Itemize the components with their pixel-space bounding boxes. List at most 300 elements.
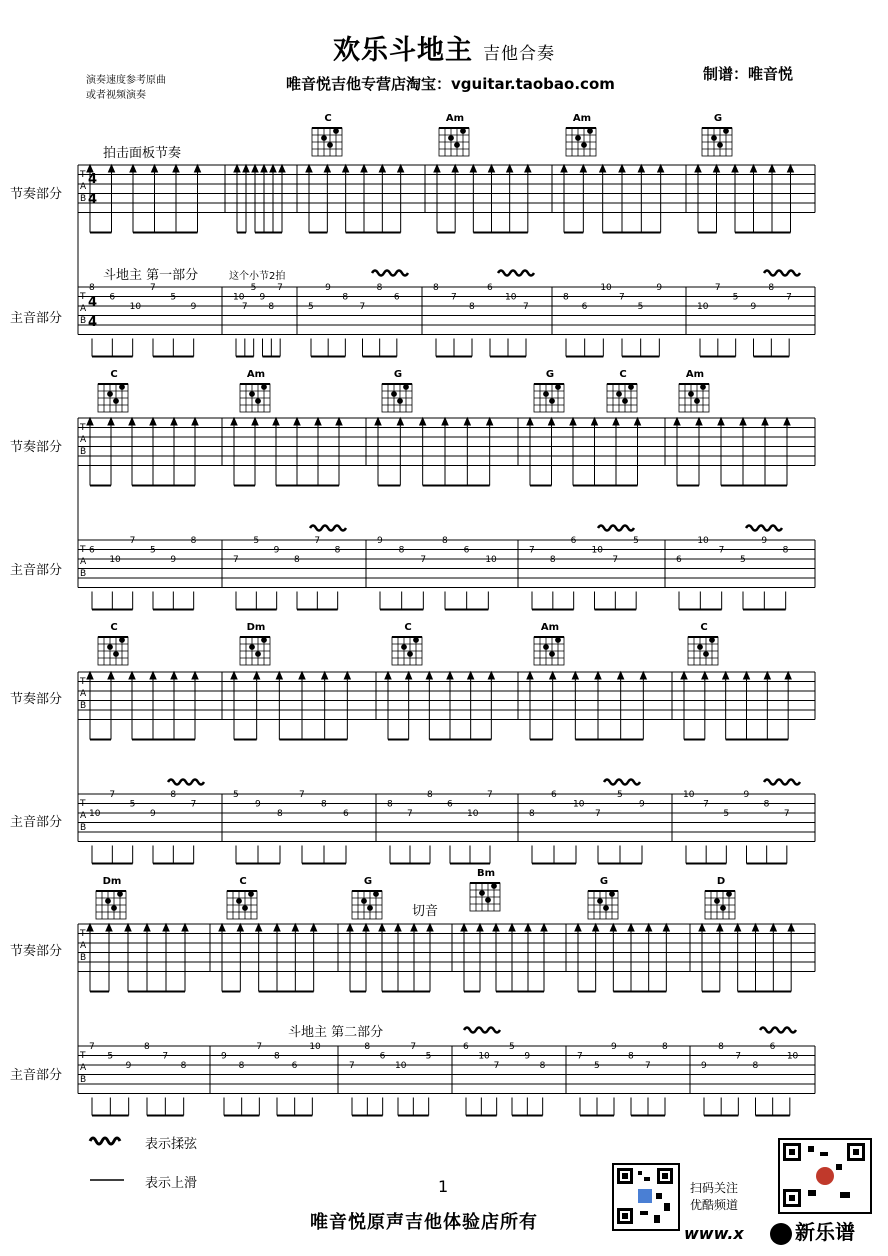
strum-arrow-icon — [488, 672, 494, 679]
fret-number: 10 — [485, 555, 497, 565]
fret-number: 5 — [740, 555, 746, 565]
strum-arrow-icon — [231, 672, 237, 679]
strum-arrow-icon — [397, 418, 403, 425]
chord-diagram — [607, 384, 637, 412]
vibrato-icon — [764, 271, 800, 276]
strum-arrow-icon — [344, 672, 350, 679]
fret-number: 8 — [294, 555, 300, 565]
fret-number: 7 — [89, 1042, 95, 1052]
finger-dot — [610, 892, 615, 897]
fret-number: 10 — [786, 1051, 799, 1062]
fret-number: 6 — [343, 809, 349, 819]
strum-arrow-icon — [613, 418, 619, 425]
fret-number: 7 — [529, 545, 535, 556]
strum-arrow-icon — [646, 924, 652, 931]
strum-arrow-icon — [173, 165, 179, 172]
strum-arrow-icon — [493, 924, 499, 931]
brand-logo — [770, 1216, 855, 1245]
strum-arrow-icon — [322, 672, 328, 679]
finger-dot — [112, 906, 117, 911]
strum-arrow-icon — [663, 924, 669, 931]
vibrato-icon — [372, 271, 408, 276]
strum-arrow-icon — [592, 418, 598, 425]
lead-label: 主音部分 — [10, 311, 63, 326]
strum-arrow-icon — [452, 165, 458, 172]
finger-dot — [334, 129, 339, 134]
chord-name: Am — [540, 622, 560, 633]
fret-number: 7 — [786, 292, 792, 303]
strum-arrow-icon — [717, 924, 723, 931]
vibrato-icon — [760, 1028, 796, 1033]
vibrato-symbol-icon — [88, 1133, 128, 1149]
fret-number: 7 — [277, 283, 283, 293]
strum-arrow-icon — [130, 165, 136, 172]
fret-number: 8 — [190, 536, 197, 546]
part-two-label: 斗地主 第二部分 — [288, 1025, 384, 1040]
fret-number: 10 — [505, 292, 517, 303]
strum-arrow-icon — [427, 924, 433, 931]
chord-name: D — [716, 876, 726, 887]
fret-number: 6 — [487, 283, 493, 293]
strum-arrow-icon — [398, 165, 404, 172]
fret-number: 5 — [637, 302, 644, 312]
finger-dot — [598, 899, 603, 904]
fret-number: 7 — [735, 1051, 742, 1062]
tempo-note-line2: 或者视频演奏 — [86, 90, 146, 101]
strum-arrow-icon — [129, 672, 135, 679]
strum-arrow-icon — [561, 165, 567, 172]
chord-diagram — [702, 128, 732, 156]
strum-arrow-icon — [447, 672, 453, 679]
finger-dot — [106, 899, 111, 904]
strum-arrow-icon — [550, 672, 556, 679]
finger-dot — [243, 906, 248, 911]
vibrato-icon — [464, 1028, 500, 1033]
strum-arrow-icon — [718, 418, 724, 425]
finger-dot — [408, 652, 413, 657]
chord-diagram — [679, 384, 709, 412]
brand-name: 新乐谱 — [795, 1220, 855, 1244]
finger-dot — [576, 136, 581, 141]
strum-arrow-icon — [234, 165, 240, 172]
finger-dot — [550, 652, 555, 657]
fret-number: 5 — [723, 809, 730, 819]
chord-name: C — [239, 876, 247, 887]
scan-line1: 扫码关注 — [690, 1181, 739, 1195]
fret-number: 7 — [129, 536, 136, 546]
fret-number: 10 — [697, 302, 709, 312]
finger-dot — [237, 899, 242, 904]
fret-number: 6 — [393, 292, 400, 303]
fret-number: 8 — [539, 1061, 546, 1071]
fret-number: 5 — [253, 536, 260, 546]
finger-dot — [727, 892, 732, 897]
chord-name: C — [619, 369, 627, 380]
fret-number: 10 — [683, 790, 695, 800]
scan-text — [690, 1180, 738, 1214]
finger-dot — [392, 392, 397, 397]
strum-arrow-icon — [751, 165, 757, 172]
fret-number: 5 — [170, 292, 177, 303]
strum-arrow-icon — [150, 418, 156, 425]
finger-dot — [362, 899, 367, 904]
strum-arrow-icon — [785, 672, 791, 679]
fret-number: 6 — [676, 555, 682, 565]
fret-number: 8 — [277, 809, 283, 819]
strum-arrow-icon — [306, 165, 312, 172]
strum-arrow-icon — [434, 165, 440, 172]
fret-number: 5 — [425, 1051, 432, 1062]
fret-number: 6 — [447, 799, 453, 810]
fret-number: 5 — [233, 790, 239, 800]
finger-dot — [120, 638, 125, 643]
fret-number: 8 — [469, 302, 475, 312]
strum-arrow-icon — [109, 165, 115, 172]
fret-number: 6 — [581, 302, 588, 312]
finger-dot — [480, 891, 485, 896]
fret-number: 8 — [268, 302, 275, 312]
strum-arrow-icon — [411, 924, 417, 931]
fret-number: 5 — [129, 799, 136, 810]
finger-dot — [544, 392, 549, 397]
fret-number: 9 — [750, 302, 757, 312]
strum-arrow-icon — [696, 418, 702, 425]
finger-dot — [582, 143, 587, 148]
fret-number: 8 — [427, 790, 433, 800]
finger-dot — [712, 136, 717, 141]
title-text: 欢乐斗地主 — [333, 35, 473, 66]
chord-diagram — [534, 637, 564, 665]
fret-number: 10 — [309, 1042, 321, 1052]
fret-number: 8 — [628, 1051, 634, 1062]
finger-dot — [724, 129, 729, 134]
chord-diagram — [705, 891, 735, 919]
misc-marks — [92, 271, 800, 1116]
strum-arrow-icon — [477, 924, 483, 931]
strum-arrow-icon — [243, 165, 249, 172]
strum-arrow-icon — [753, 924, 759, 931]
tab-clef: T — [80, 1051, 86, 1061]
fret-number: 6 — [379, 1051, 386, 1062]
strum-arrow-icon — [336, 418, 342, 425]
tab-clef: A — [80, 811, 87, 821]
tab-clef: T — [80, 292, 86, 302]
tab-clef: B — [80, 447, 87, 457]
finger-dot — [689, 392, 694, 397]
strum-arrow-icon — [580, 165, 586, 172]
tab-clef: A — [80, 182, 87, 192]
fret-number: 7 — [451, 292, 457, 303]
strum-arrow-icon — [541, 924, 547, 931]
finger-dot — [114, 652, 119, 657]
strum-arrow-icon — [740, 418, 746, 425]
strum-arrow-icon — [237, 924, 243, 931]
fret-number: 8 — [433, 283, 439, 293]
fret-number: 8 — [763, 799, 770, 810]
strum-arrow-icon — [270, 165, 276, 172]
strum-arrow-icon — [395, 924, 401, 931]
strum-arrow-icon — [788, 924, 794, 931]
tab-clef: B — [80, 953, 87, 963]
strum-arrow-icon — [723, 672, 729, 679]
finger-dot — [256, 652, 261, 657]
finger-dot — [404, 385, 409, 390]
vibrato-icon — [604, 780, 640, 785]
strum-arrow-icon — [294, 418, 300, 425]
finger-dot — [704, 652, 709, 657]
chord-diagram — [312, 128, 342, 156]
fret-number: 10 — [233, 292, 245, 303]
finger-dot — [588, 129, 593, 134]
strum-arrow-icon — [87, 924, 93, 931]
fret-number: 9 — [325, 283, 331, 293]
vibrato-icon — [598, 526, 634, 531]
strum-arrow-icon — [769, 165, 775, 172]
strum-arrow-icon — [640, 672, 646, 679]
finger-dot — [461, 129, 466, 134]
fret-number: 7 — [407, 809, 413, 819]
fret-number: 9 — [611, 1042, 617, 1052]
finger-dot — [556, 638, 561, 643]
rhythm-label: 节奏部分 — [10, 440, 63, 455]
strum-arrow-icon — [261, 165, 267, 172]
strum-arrow-icon — [315, 418, 321, 425]
fret-number: 10 — [129, 302, 142, 312]
fret-number: 8 — [563, 292, 569, 303]
strum-arrow-icon — [470, 165, 476, 172]
fret-number: 7 — [359, 302, 366, 312]
chord-name: C — [404, 622, 412, 633]
fret-number: 7 — [718, 545, 725, 556]
strum-arrow-icon — [361, 165, 367, 172]
finger-dot — [623, 399, 628, 404]
strum-arrow-icon — [87, 672, 93, 679]
fret-number: 8 — [170, 790, 177, 800]
fret-number: 9 — [273, 545, 280, 556]
fret-number: 9 — [639, 799, 645, 810]
strum-arrow-icon — [108, 418, 114, 425]
strum-arrow-icon — [144, 924, 150, 931]
fret-number: 5 — [308, 302, 314, 312]
finger-dot — [604, 906, 609, 911]
strum-arrow-icon — [735, 924, 741, 931]
finger-dot — [701, 385, 706, 390]
fret-number: 8 — [334, 545, 341, 556]
fret-number: 7 — [703, 799, 709, 810]
strum-arrow-icon — [195, 165, 201, 172]
tab-clef: B — [80, 194, 87, 204]
fret-number: 7 — [493, 1061, 500, 1071]
tab-clef: B — [80, 316, 87, 326]
qr-code-icon — [612, 1163, 680, 1231]
website-fragment: www.x — [684, 1224, 744, 1243]
fret-number: 6 — [89, 545, 95, 556]
strum-arrow-icon — [695, 165, 701, 172]
fret-number: 8 — [782, 545, 789, 556]
fret-number: 8 — [376, 283, 383, 293]
vibrato-icon — [746, 526, 782, 531]
strum-arrow-icon — [385, 672, 391, 679]
strum-arrow-icon — [525, 165, 531, 172]
strum-arrow-icon — [509, 924, 515, 931]
strum-arrow-icon — [527, 418, 533, 425]
chord-diagram — [566, 128, 596, 156]
chord-name: Dm — [246, 622, 266, 633]
finger-dot — [486, 898, 491, 903]
chord-name: C — [110, 369, 118, 380]
fret-number: 7 — [487, 790, 493, 800]
fret-number: 8 — [529, 809, 535, 819]
qr-pattern-icon — [780, 1140, 870, 1212]
ts-top: 4 — [88, 172, 98, 187]
fret-number: 10 — [478, 1051, 490, 1062]
chord-name: G — [545, 369, 555, 380]
fret-number: 8 — [321, 799, 327, 810]
chord-name: Am — [445, 113, 465, 124]
chord-diagram — [240, 384, 270, 412]
strum-arrow-icon — [714, 165, 720, 172]
finger-dot — [550, 399, 555, 404]
chord-name: G — [599, 876, 609, 887]
part-one-hint: 这个小节2拍 — [229, 271, 286, 282]
fret-number: 8 — [144, 1042, 150, 1052]
strum-arrow-icon — [464, 418, 470, 425]
mute-label: 切音 — [412, 904, 439, 919]
finger-dot — [120, 385, 125, 390]
chord-diagram — [392, 637, 422, 665]
strum-arrow-icon — [572, 672, 578, 679]
strum-arrow-icon — [770, 924, 776, 931]
tab-clef: T — [80, 799, 86, 809]
fret-number: 8 — [238, 1061, 245, 1071]
lead-label: 主音部分 — [10, 1068, 63, 1083]
vibrato-icon — [764, 780, 800, 785]
chord-diagram — [439, 128, 469, 156]
fret-number: 7 — [162, 1051, 169, 1062]
chord-name: G — [713, 113, 723, 124]
fret-number: 8 — [364, 1042, 371, 1052]
strum-arrow-icon — [764, 672, 770, 679]
strum-arrow-icon — [595, 672, 601, 679]
fret-number: 7 — [349, 1061, 355, 1071]
strum-arrow-icon — [219, 924, 225, 931]
strum-arrow-icon — [468, 672, 474, 679]
fret-number: 7 — [233, 555, 239, 565]
fret-number: 5 — [594, 1061, 600, 1071]
fret-number: 8 — [768, 283, 775, 293]
lead-label: 主音部分 — [10, 815, 63, 830]
chord-diagram — [352, 891, 382, 919]
fret-number: 5 — [509, 1042, 515, 1052]
strum-arrow-icon — [192, 418, 198, 425]
arranger: 制谱：唯音悦 — [703, 65, 794, 83]
strum-arrow-icon — [106, 924, 112, 931]
tab-clef: T — [80, 929, 86, 939]
finger-dot — [262, 638, 267, 643]
strum-arrow-icon — [182, 924, 188, 931]
tab-clef: T — [80, 170, 86, 180]
fret-number: 5 — [150, 545, 156, 556]
chord-diagram — [688, 637, 718, 665]
strum-arrow-icon — [273, 418, 279, 425]
fret-number: 5 — [633, 536, 639, 546]
tab-clef: B — [80, 823, 87, 833]
tab-clef: A — [80, 435, 87, 445]
qr-pattern-icon — [614, 1165, 678, 1229]
tab-clef: T — [80, 677, 86, 687]
fret-number: 7 — [714, 283, 721, 293]
strum-arrow-icon — [658, 165, 664, 172]
strum-arrow-icon — [549, 418, 555, 425]
strum-arrow-icon — [426, 672, 432, 679]
strum-arrow-icon — [507, 165, 513, 172]
chord-name: G — [393, 369, 403, 380]
strum-arrow-icon — [152, 165, 158, 172]
chord-diagram — [382, 384, 412, 412]
fret-number: 7 — [619, 292, 625, 303]
strum-arrow-icon — [87, 418, 93, 425]
finger-dot — [368, 906, 373, 911]
fret-number: 6 — [291, 1061, 298, 1071]
fret-number: 10 — [89, 809, 101, 819]
fret-number: 7 — [577, 1051, 583, 1062]
fret-number: 6 — [769, 1042, 776, 1052]
fret-number: 7 — [410, 1042, 417, 1052]
fret-number: 5 — [617, 790, 623, 800]
fret-number: 10 — [395, 1061, 407, 1071]
strum-arrow-icon — [292, 924, 298, 931]
finger-dot — [250, 645, 255, 650]
chord-diagram — [98, 637, 128, 665]
fret-number: 7 — [150, 283, 156, 293]
strum-arrow-icon — [87, 165, 93, 172]
strum-arrow-icon — [762, 418, 768, 425]
record-icon — [770, 1223, 792, 1245]
part-one-label: 斗地主 第一部分 — [103, 268, 199, 283]
fret-number: 5 — [250, 283, 257, 293]
finger-dot — [398, 399, 403, 404]
chord-name: C — [700, 622, 708, 633]
fret-number: 6 — [570, 536, 577, 546]
chord-name: G — [363, 876, 373, 887]
strum-arrow-icon — [593, 924, 599, 931]
finger-dot — [695, 399, 700, 404]
slide-legend: 表示上滑 — [145, 1176, 198, 1191]
finger-dot — [374, 892, 379, 897]
finger-dot — [249, 892, 254, 897]
fret-number: 7 — [612, 555, 619, 565]
strum-arrow-icon — [618, 672, 624, 679]
fret-number: 8 — [549, 555, 556, 565]
strum-arrow-icon — [744, 672, 750, 679]
chord-name: C — [324, 113, 332, 124]
strum-arrow-icon — [635, 418, 641, 425]
finger-dot — [108, 392, 113, 397]
strum-arrow-icon — [442, 418, 448, 425]
strum-arrow-icon — [610, 924, 616, 931]
fret-number: 9 — [255, 799, 261, 810]
finger-dot — [715, 899, 720, 904]
fret-number: 8 — [662, 1042, 668, 1052]
tab-clef: T — [80, 423, 86, 433]
chord-diagram — [588, 891, 618, 919]
finger-dot — [114, 399, 119, 404]
finger-dot — [250, 392, 255, 397]
fret-number: 6 — [463, 1042, 469, 1052]
fret-number: 8 — [274, 1051, 280, 1062]
tab-clef: B — [80, 569, 87, 579]
ts-top: 4 — [88, 295, 98, 310]
